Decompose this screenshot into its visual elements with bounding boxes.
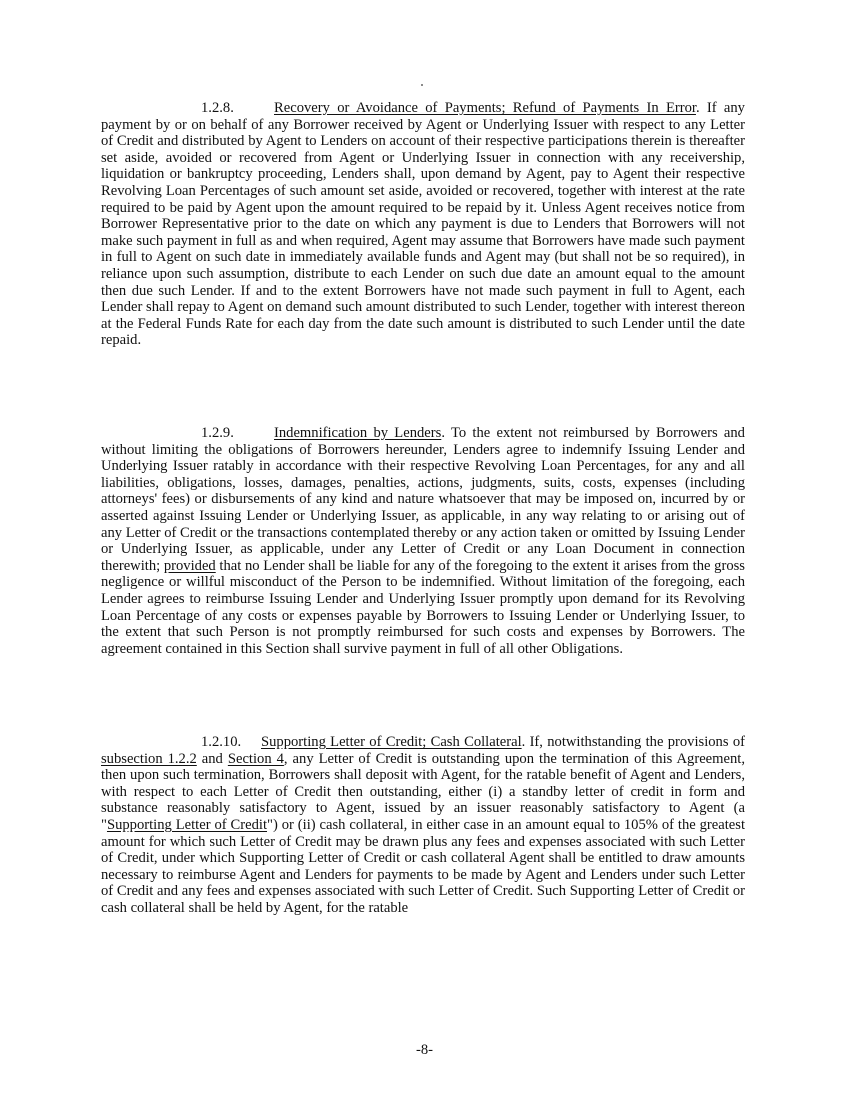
- defined-term: Supporting Letter of Credit: [106, 816, 268, 833]
- section-number: 1.2.8.: [201, 100, 234, 116]
- section-heading: Recovery or Avoidance of Payments; Refund of Payments In Error: [274, 100, 696, 116]
- section-1-2-9: [101, 425, 745, 657]
- section-body: . If, notwithstanding the provisions of: [521, 734, 745, 750]
- section-body-end: ") or (ii) cash collateral, in either case in an amount equal to 105% of the greatest amount for which such Letter of Credit may be drawn plus any fees and expenses associated with such Letter of Credit, under which Supporting Letter of Credit or cash collateral Agent shall be entitled to draw amounts necessary to reimburse Agent and Lenders for payments to be made by Agent and Lenders under such Letter of Credit and any fees and expenses associated with such Letter of Credit. Such Supporting Letter of Credit or cash collateral shall be held by Agent, for the ratable: [101, 816, 745, 916]
- section-body-continued: , any Letter of Credit is outstanding upon the termination of this Agreement, then upon such termination, Borrowers shall deposit with Agent, for the ratable benefit of Agent and Lenders, with respect to each Letter of Credit then outstanding, either (i) a standby letter of credit in form and substance reasonably satisfactory to Agent, issued by an issuer reasonably satisfactory to Agent (a ": [101, 750, 745, 833]
- page-number: -8-: [415, 1042, 434, 1058]
- section-1-2-10: [101, 734, 745, 917]
- section-number: 1.2.10.: [201, 734, 242, 750]
- provided-term: provided: [163, 557, 216, 574]
- cross-reference-subsection: subsection 1.2.2: [101, 750, 197, 767]
- section-body-continued: that no Lender shall be liable for any of the foregoing to the extent it arises from the gross negligence or willful misconduct of the Person to be indemnified. Without limitation of the foregoing, each Lender agrees to reimburse Issuing Lender and Underlying Issuer promptly upon demand for its Revolving Loan Percentage of any costs or expenses payable by Borrowers to Issuing Lender or Underlying Issuer, to the extent that such Person is not promptly reimbursed for such costs and expenses by Borrowers. The agreement contained in this Section shall survive payment in full of all other Obligations.: [101, 557, 745, 657]
- section-heading: Supporting Letter of Credit; Cash Collateral: [261, 734, 522, 750]
- section-number: 1.2.9.: [201, 425, 234, 441]
- section-heading: Indemnification by Lenders: [274, 425, 442, 441]
- scan-speck: [421, 84, 423, 86]
- cross-reference-section: Section 4: [227, 750, 284, 767]
- section-body: . If any payment by or on behalf of any Borrower received by Agent or Underlying Issuer with respect to any Letter of Credit and distributed by Agent to Lenders on account of their respective participations therein is thereafter set aside, avoided or recovered from Agent or Underlying Issuer in connection with any receivership, liquidation or bankruptcy proceeding, Lenders shall, upon demand by Agent, pay to Agent their respective Revolving Loan Percentages of such amount set aside, avoided or recovered, together with interest at the rate required to be paid by Agent upon the amount required to be repaid by it. Unless Agent receives notice from Borrower Representative prior to the date on which any payment is due to Lenders that Borrowers will not make such payment in full as and when required, Agent may assume that Borrowers have made such payment in full to Agent on such date in immediately available funds and Agent may (but shall not be so required), in reliance upon such assumption, distribute to each Lender on such due date an amount equal to the amount then due such Lender. If and to the extent Borrowers have not made such payment in full to Agent, each Lender shall repay to Agent on demand such amount distributed to such Lender, together with interest thereon at the Federal Funds Rate for each day from the date such amount is distributed to such Lender until the date repaid.: [101, 100, 745, 349]
- section-1-2-8: [101, 100, 745, 349]
- section-body: . To the extent not reimbursed by Borrowers and without limiting the obligations of Borrowers hereunder, Lenders agree to indemnify Issuing Lender and Underlying Issuer ratably in accordance with their respective Revolving Loan Percentages, for any and all liabilities, obligations, losses, damages, penalties, actions, judgments, suits, costs, expenses (including attorneys' fees) or disbursements of any kind and nature whatsoever that may be imposed on, incurred by or asserted against Issuing Lender or Underlying Issuer, as applicable, in any way relating to or arising out of any Letter of Credit or the transactions contemplated thereby or any action taken or omitted by Issuing Lender or Underlying Issuer, as applicable, under any Letter of Credit or any Loan Document in connection therewith;: [101, 425, 745, 574]
- section-body-connector: and: [196, 750, 228, 767]
